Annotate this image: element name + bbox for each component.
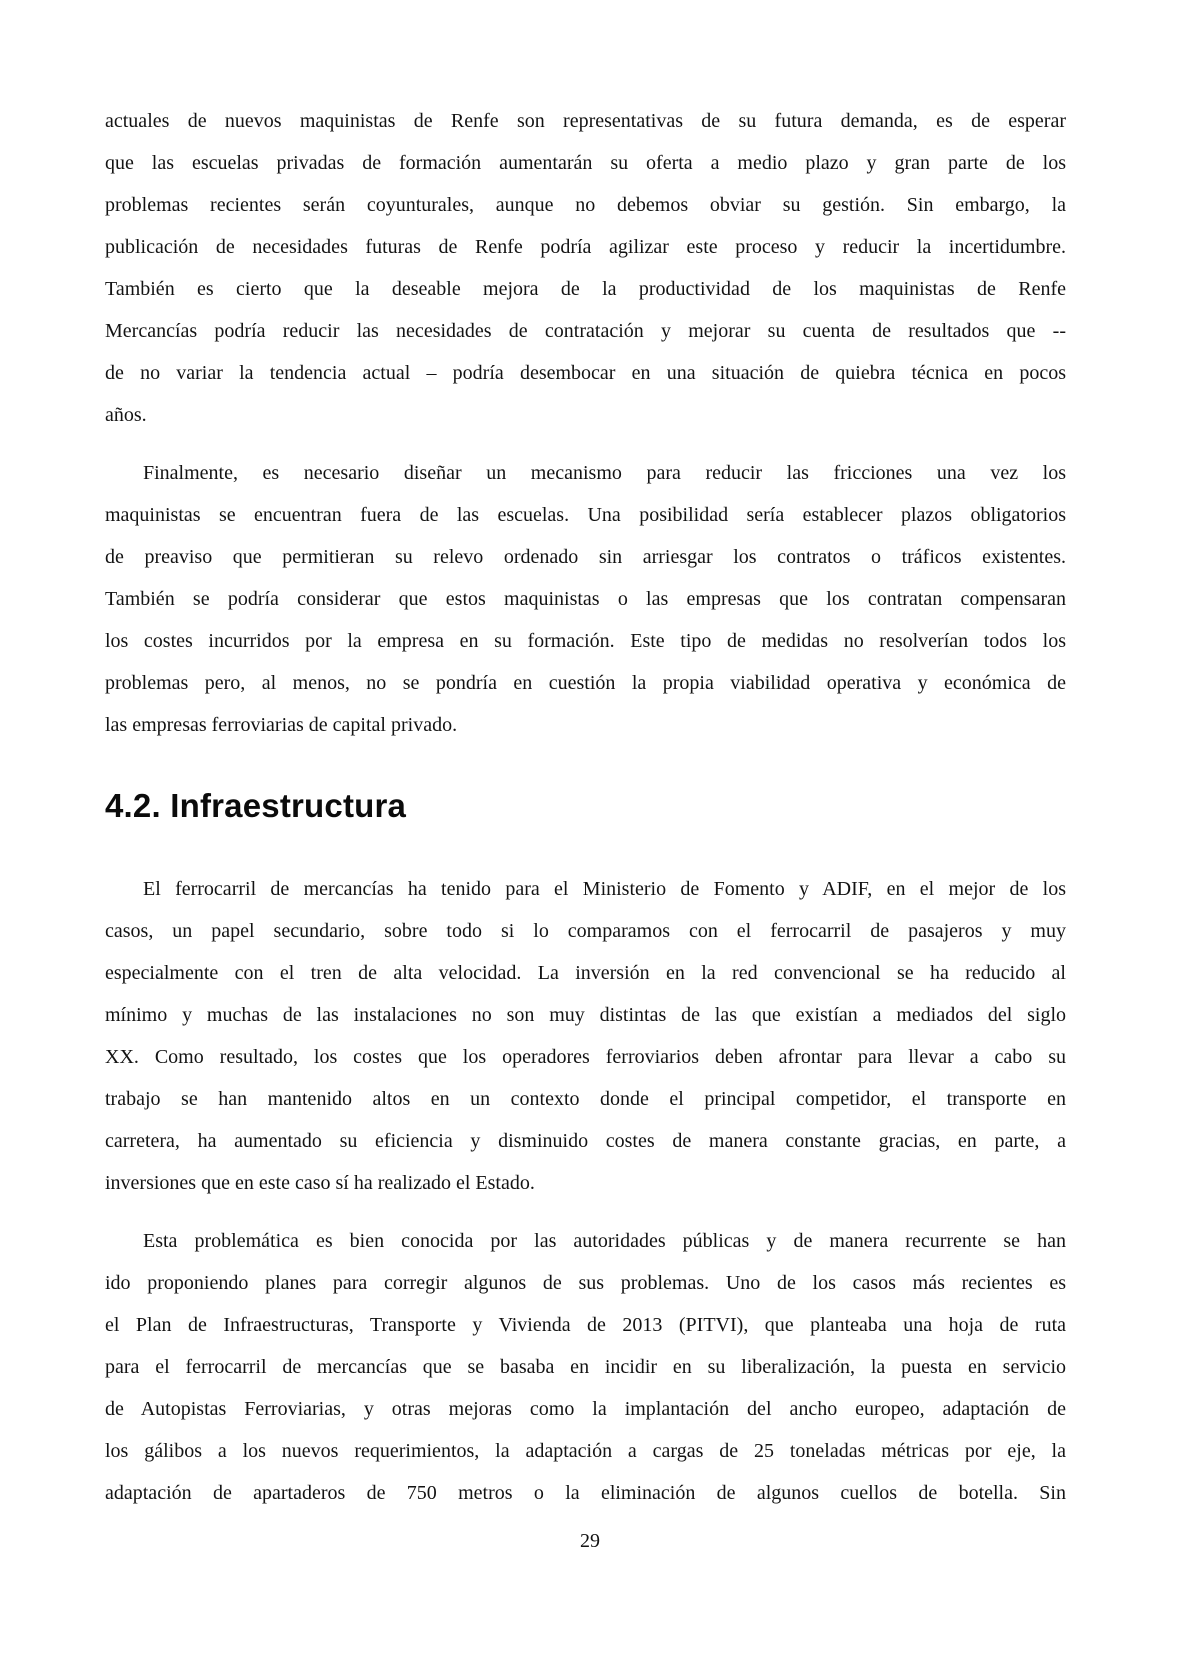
text-line: publicación de necesidades futuras de Renfe podría agilizar este proceso y reducir la incertidumbre. — [105, 236, 1066, 258]
text-line: inversiones que en este caso sí ha realizado el Estado. — [105, 1172, 535, 1194]
text-line: maquinistas se encuentran fuera de las escuelas. Una posibilidad sería establecer plazos obligatorios — [105, 504, 1066, 526]
text-line: de no variar la tendencia actual – podría desembocar en una situación de quiebra técnica en pocos — [105, 362, 1066, 384]
text-line: trabajo se han mantenido altos en un contexto donde el principal competidor, el transporte en — [105, 1088, 1066, 1110]
text-line: adaptación de apartaderos de 750 metros o la eliminación de algunos cuellos de botella. Sin — [105, 1482, 1066, 1504]
text-line: años. — [105, 404, 147, 426]
page-number: 29 — [580, 1530, 600, 1552]
text-line: Mercancías podría reducir las necesidades de contratación y mejorar su cuenta de resultados que -- — [105, 320, 1066, 342]
text-line: actuales de nuevos maquinistas de Renfe son representativas de su futura demanda, es de esperar — [105, 110, 1066, 132]
text-line: ido proponiendo planes para corregir algunos de sus problemas. Uno de los casos más recientes es — [105, 1272, 1066, 1294]
text-line: el Plan de Infraestructuras, Transporte y Vivienda de 2013 (PITVI), que planteaba una hoja de ruta — [105, 1314, 1066, 1336]
text-line: problemas pero, al menos, no se pondría en cuestión la propia viabilidad operativa y económica de — [105, 672, 1066, 694]
text-line: También se podría considerar que estos maquinistas o las empresas que los contratan compensaran — [105, 588, 1066, 610]
section-heading: 4.2. Infraestructura — [105, 787, 407, 824]
text-line: problemas recientes serán coyunturales, aunque no debemos obviar su gestión. Sin embargo, la — [105, 194, 1066, 216]
text-line: de preaviso que permitieran su relevo ordenado sin arriesgar los contratos o tráficos existentes. — [105, 546, 1066, 568]
text-line: de Autopistas Ferroviarias, y otras mejoras como la implantación del ancho europeo, adaptación de — [105, 1398, 1066, 1420]
text-line: los costes incurridos por la empresa en su formación. Este tipo de medidas no resolverían todos los — [105, 630, 1066, 652]
text-line: Esta problemática es bien conocida por las autoridades públicas y de manera recurrente se han — [143, 1230, 1066, 1252]
text-line: las empresas ferroviarias de capital privado. — [105, 714, 458, 736]
text-line: carretera, ha aumentado su eficiencia y disminuido costes de manera constante gracias, en parte, a — [105, 1130, 1066, 1152]
text-line: para el ferrocarril de mercancías que se basaba en incidir en su liberalización, la puesta en servicio — [105, 1356, 1066, 1378]
text-line: XX. Como resultado, los costes que los operadores ferroviarios deben afrontar para llevar a cabo su — [105, 1046, 1066, 1068]
text-line: que las escuelas privadas de formación aumentarán su oferta a medio plazo y gran parte de los — [105, 152, 1066, 174]
text-line: También es cierto que la deseable mejora de la productividad de los maquinistas de Renfe — [105, 278, 1066, 300]
paragraph-finalmente — [105, 452, 1066, 746]
text-line: especialmente con el tren de alta velocidad. La inversión en la red convencional se ha reducido al — [105, 962, 1066, 984]
paragraph-maquinistas-continuation — [105, 100, 1066, 436]
paragraph-ferrocarril-mercancias — [105, 868, 1066, 1204]
text-line: mínimo y muchas de las instalaciones no son muy distintas de las que existían a mediados del siglo — [105, 1004, 1066, 1026]
paragraph-problematica-pitvi — [105, 1220, 1066, 1514]
page-content — [105, 100, 1066, 1514]
page-footer — [0, 1520, 1180, 1562]
text-line: los gálibos a los nuevos requerimientos, la adaptación a cargas de 25 toneladas métricas por eje, la — [105, 1440, 1066, 1462]
text-line: Finalmente, es necesario diseñar un mecanismo para reducir las fricciones una vez los — [143, 462, 1066, 484]
text-line: El ferrocarril de mercancías ha tenido para el Ministerio de Fomento y ADIF, en el mejor de los — [143, 878, 1066, 900]
text-line: casos, un papel secundario, sobre todo si lo comparamos con el ferrocarril de pasajeros y muy — [105, 920, 1066, 942]
